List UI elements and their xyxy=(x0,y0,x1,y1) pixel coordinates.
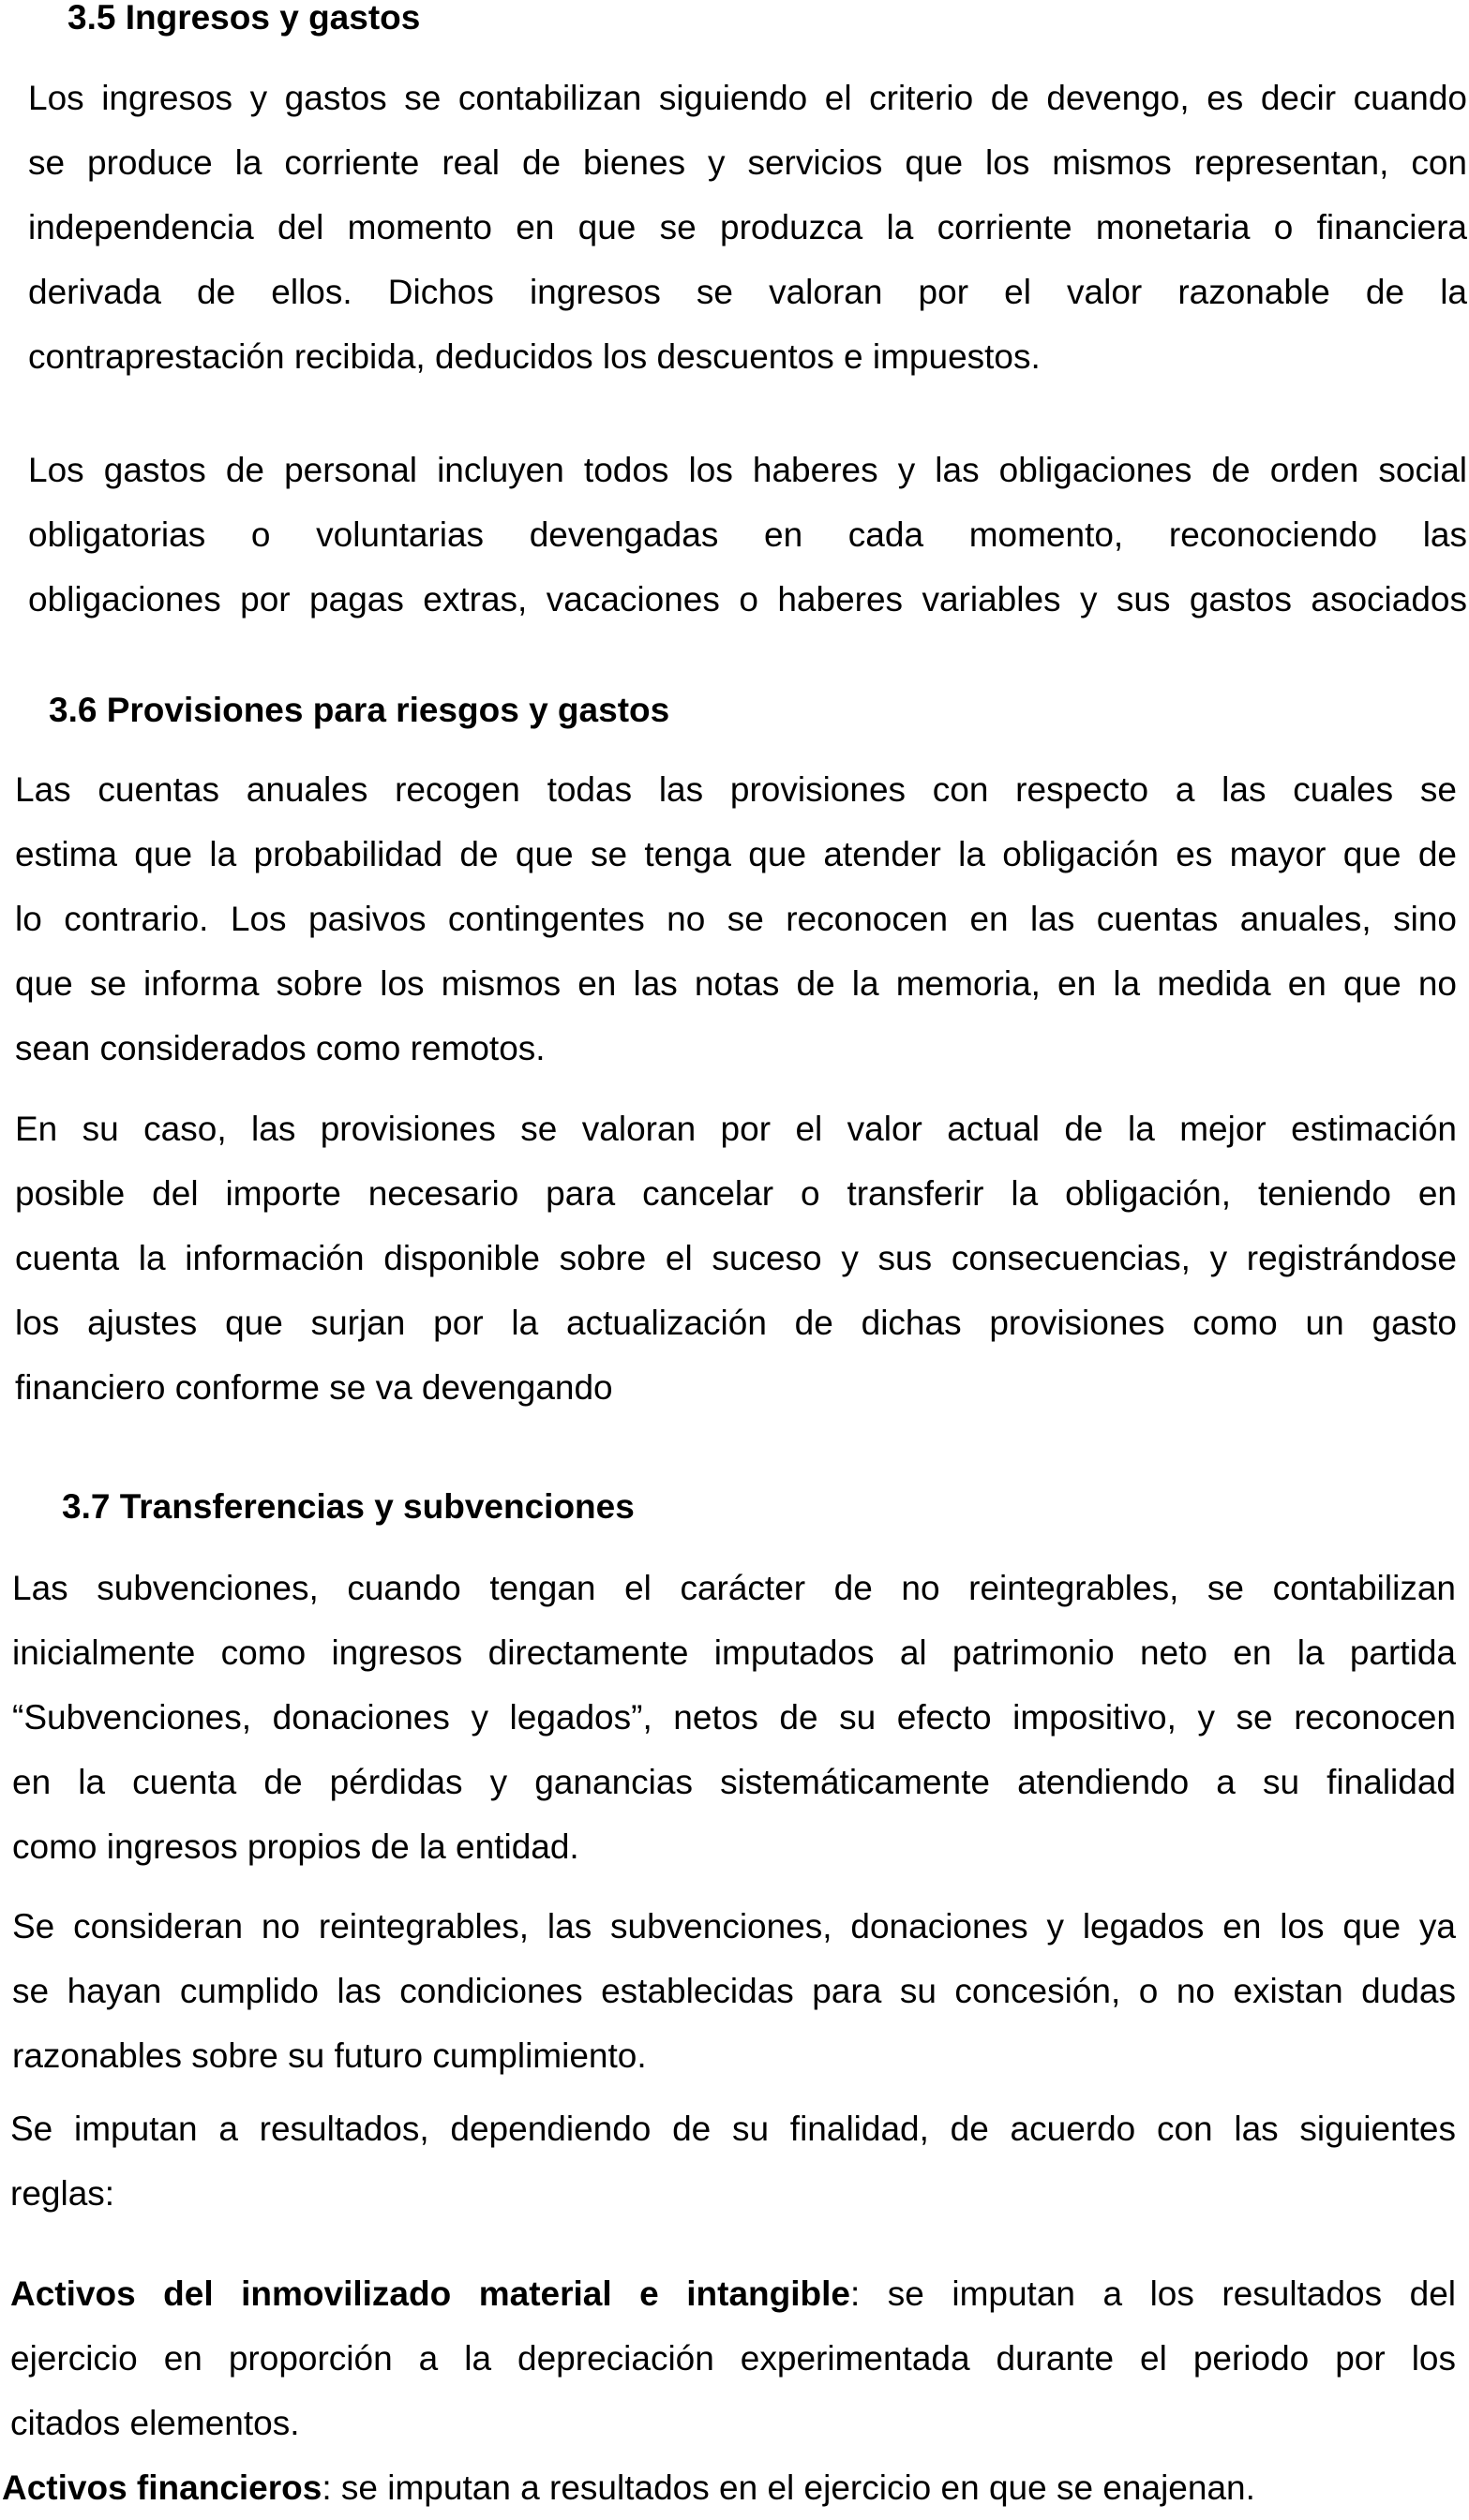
text-run: : se imputan a resultados en el ejercicio en que se enajenan. xyxy=(322,2468,1255,2507)
heading-3-6: 3.6 Provisiones para riesgos y gastos xyxy=(49,691,670,729)
text-line: obligaciones por pagas extras, vacaciones o haberes variables y sus gastos asociados xyxy=(28,580,1467,619)
text-line: cuenta la información disponible sobre el suceso y sus consecuencias, y registrándose xyxy=(15,1239,1457,1277)
text-line: como ingresos propios de la entidad. xyxy=(12,1827,579,1866)
paragraph-3-7-5 xyxy=(2,2455,1464,2520)
text-line: Los ingresos y gastos se contabilizan siguiendo el criterio de devengo, es decir cuando xyxy=(28,79,1467,117)
paragraph-3-7-1 xyxy=(12,1556,1456,1879)
text-line: Se imputan a resultados, dependiendo de su finalidad, de acuerdo con las siguientes xyxy=(10,2110,1456,2148)
text-line: estima que la probabilidad de que se tenga que atender la obligación es mayor que de xyxy=(15,835,1457,873)
text-line xyxy=(2,2455,1464,2520)
text-run: : se imputan a los resultados del xyxy=(849,2274,1456,2313)
text-line: En su caso, las provisiones se valoran por el valor actual de la mejor estimación xyxy=(15,1110,1457,1148)
text-line: lo contrario. Los pasivos contingentes no se reconocen en las cuentas anuales, sino xyxy=(15,900,1457,938)
bold-term: Activos del inmovilizado material e intangible xyxy=(10,2274,850,2313)
text-line: se hayan cumplido las condiciones establecidas para su concesión, o no existan dudas xyxy=(12,1972,1456,2010)
paragraph-3-7-3 xyxy=(10,2096,1456,2226)
text-line: financiero conforme se va devengando xyxy=(15,1368,613,1407)
text-line: que se informa sobre los mismos en las notas de la memoria, en la medida en que no xyxy=(15,964,1457,1003)
text-line: “Subvenciones, donaciones y legados”, netos de su efecto impositivo, y se reconocen xyxy=(12,1698,1456,1737)
text-line: los ajustes que surjan por la actualización de dichas provisiones como un gasto xyxy=(15,1304,1457,1342)
paragraph-3-7-4 xyxy=(10,2261,1456,2455)
text-line: Se consideran no reintegrables, las subvenciones, donaciones y legados en los que ya xyxy=(12,1907,1456,1946)
text-line: inicialmente como ingresos directamente imputados al patrimonio neto en la partida xyxy=(12,1633,1456,1672)
heading-3-7: 3.7 Transferencias y subvenciones xyxy=(62,1487,635,1526)
paragraph-3-6-2 xyxy=(15,1096,1457,1420)
text-line: citados elementos. xyxy=(10,2404,300,2442)
paragraph-3-7-2 xyxy=(12,1894,1456,2088)
paragraph-3-5-2 xyxy=(28,438,1467,632)
text-line: razonables sobre su futuro cumplimiento. xyxy=(12,2036,647,2075)
text-line: en la cuenta de pérdidas y ganancias sistemáticamente atendiendo a su finalidad xyxy=(12,1763,1456,1801)
text-line: Las cuentas anuales recogen todas las provisiones con respecto a las cuales se xyxy=(15,770,1457,809)
heading-3-5: 3.5 Ingresos y gastos xyxy=(67,0,421,37)
text-line: Los gastos de personal incluyen todos los haberes y las obligaciones de orden social xyxy=(28,451,1467,489)
text-line: contraprestación recibida, deducidos los descuentos e impuestos. xyxy=(28,337,1041,376)
text-line: reglas: xyxy=(10,2174,115,2213)
text-line: sean considerados como remotos. xyxy=(15,1029,546,1067)
paragraph-3-6-1 xyxy=(15,757,1457,1081)
text-line: posible del importe necesario para cancelar o transferir la obligación, teniendo en xyxy=(15,1174,1457,1213)
text-line: obligatorias o voluntarias devengadas en cada momento, reconociendo las xyxy=(28,515,1467,554)
text-line: ejercicio en proporción a la depreciación experimentada durante el periodo por los xyxy=(10,2339,1456,2378)
paragraph-3-5-1 xyxy=(28,66,1467,389)
bold-term: Activos financieros xyxy=(2,2468,322,2507)
text-line: se produce la corriente real de bienes y servicios que los mismos representan, con xyxy=(28,143,1467,182)
text-line: Las subvenciones, cuando tengan el carácter de no reintegrables, se contabilizan xyxy=(12,1569,1456,1607)
text-line: derivada de ellos. Dichos ingresos se valoran por el valor razonable de la xyxy=(28,273,1467,311)
text-line xyxy=(10,2261,1456,2326)
text-line: independencia del momento en que se produzca la corriente monetaria o financiera xyxy=(28,208,1467,246)
